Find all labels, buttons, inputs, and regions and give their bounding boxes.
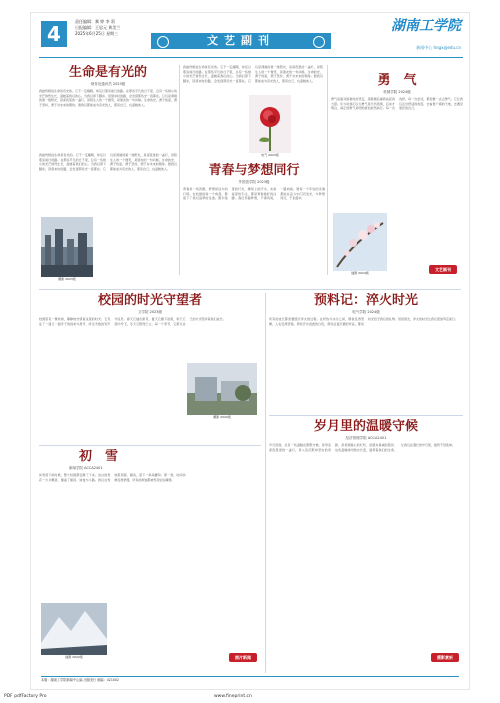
section-divider xyxy=(39,289,461,290)
article-body: 校园里有一棵老树，静静地守望着这里的时光。它见证了一届又一届学子的到来与离开，听过无数的笑声与叹息。春天它抽出新芽，夏天它撒下浓荫，秋天它落叶纷飞，冬天它默然伫立。每一个季节，它都以自己的方式陪伴着我们成长。 xyxy=(39,317,226,326)
column-divider xyxy=(327,65,328,275)
section-tag: 摄影赏析 xyxy=(431,653,459,662)
snow-mountain-photo xyxy=(41,603,107,655)
section-divider xyxy=(269,415,463,416)
proof-line: 日报编辑：王思元 黄美兰 xyxy=(75,25,121,30)
rose-illustration xyxy=(249,95,291,153)
article-byline: 电气学院 2024级 xyxy=(352,310,380,314)
photo-caption: 插图 2024级 xyxy=(351,271,369,275)
newspaper-page xyxy=(30,12,470,690)
article-byline: 新闻学院 ACCA2401 xyxy=(69,466,103,470)
fineprint-link[interactable]: www.fineprint.cn xyxy=(214,694,252,699)
article-title: 青春与梦想同行 xyxy=(208,163,300,178)
article-byline: 经济管理学院 ACCA2401 xyxy=(345,436,387,440)
article-title: 校园的时光守望者 xyxy=(97,293,202,308)
article-body: 所有的成长都需要经历淬火的过程。在炽热与冰冷之间，钢铁变得坚硬，人也变得坚强。那些汗水浸透的日夜，那些反复打磨的作品，都是时光给予我们的礼物。回首望去，淬火的时光让我们更加笃定前行。 xyxy=(269,317,459,326)
section-tag: 图片新闻 xyxy=(229,653,257,662)
section-divider xyxy=(39,445,261,446)
article-body-continued: 我始终相信生命是有光的。它不一定耀眼，却足以照亮前行的路。在那些平凡的日子里，总有一些细小的光芒悄然生长，温暖着我们的心。当我们停下脚步，回望来时的路，会发现那些光一直都在。它们是清晨的第一缕阳光，是深夜里的一盏灯，是陌生人的一个微笑，是朋友的一句问候。生命的光，源于热爱，源于坚持，源于对未来的期待。愿我们都能成为有光的人，照亮自己，也温暖他人。 xyxy=(39,153,177,171)
article-body: 青春是一场奔跑，梦想是远方的灯塔。在校园的每一个角落，都留下了我们追梦的足迹。图书馆里的灯光，操场上的汗水，实验室里的专注，都是青春最好的注脚。我们怀揣梦想，不惧风雨，一路向前。愿每一个年轻的灵魂都能在奋斗中闪闪发光，与梦想同行，不负韶华。 xyxy=(183,187,325,201)
image-caption: 电气 2023级 xyxy=(261,153,279,157)
masthead: 湖南工学院 xyxy=(391,18,461,34)
article-body: 勇气是面对困难时的坚定，是跌倒后重新站起的力量。年少时我们以为勇气是无所畏惧，后来才明白，真正的勇气是明知害怕依然前行。每一次选择，每一次尝试，都需要一点点勇气。它让我们走出舒适的角落，去看更广阔的天地，去遇见更好的自己。 xyxy=(331,97,463,111)
editor-line: 责任编辑：黎 婷 李 莉 xyxy=(75,19,115,24)
page-header xyxy=(31,13,470,71)
article-body: 岁月流转，总有一些温暖在默默守候。是母亲深夜里留的一盏灯，是父亲沉默却坚实的背影，是老师耐心的叮咛，是朋友真诚的陪伴。这些温暖如同细水长流，滋养着我们的生命，让我们在漫长的岁月里，始终不觉孤单。 xyxy=(269,443,456,452)
cherry-blossom-photo xyxy=(333,213,387,271)
photo-caption: 插图 2022级 xyxy=(65,655,83,659)
article-title: 岁月里的温暖守候 xyxy=(313,419,418,434)
article-title: 初 雪 xyxy=(79,449,119,464)
pdf-watermark-bar xyxy=(0,690,500,703)
article-byline: 财务处通讯员 2023级 xyxy=(90,82,126,86)
column-divider xyxy=(265,293,266,673)
cityscape-photo xyxy=(41,217,93,277)
campus-photo xyxy=(187,363,257,415)
section-banner: 文艺副刊 xyxy=(151,33,331,49)
column-divider xyxy=(179,65,180,275)
article-byline: 文学院 2023级 xyxy=(137,310,163,314)
article-title: 勇 气 xyxy=(377,73,417,88)
article-forecast xyxy=(269,293,463,413)
article-byline: 外国语学院 2023级 xyxy=(238,180,270,184)
header-rule xyxy=(39,57,463,58)
article-body: 初雪落下的时候，整个校园都安静了下来。洁白的雪花一片片飘落，覆盖了屋顶、树枝与小路。我们在雪地里奔跑、嬉戏，留下一串串脚印。那一刻，时间仿佛变得很慢，所有的烦恼都被雪花轻轻掩埋。 xyxy=(39,473,186,482)
masthead-sub: 新闻中心 hngx@edu.cn xyxy=(416,45,461,50)
article-title: 预料记：淬火时光 xyxy=(313,293,418,308)
article-warmth xyxy=(269,419,463,663)
page-number: 4 xyxy=(41,21,67,47)
pdf-factory-label: PDF pdfFactory Pro xyxy=(4,694,47,699)
photo-caption: 摄影 2022级 xyxy=(213,415,231,419)
article-title: 生命是有光的 xyxy=(68,65,147,80)
date-line: 2025年6月25日 星期三 xyxy=(75,31,119,36)
article-body-continued: 我始终相信生命是有光的。它不一定耀眼，却足以照亮前行的路。在那些平凡的日子里，总有一些细小的光芒悄然生长，温暖着我们的心。当我们停下脚步，回望来时的路，会发现那些光一直都在。它们是清晨的第一缕阳光，是深夜里的一盏灯，是陌生人的一个微笑，是朋友的一句问候。生命的光，源于热爱，源于坚持，源于对未来的期待。愿我们都能成为有光的人，照亮自己，也温暖他人。 xyxy=(183,65,323,83)
article-byline: 机械学院 2024级 xyxy=(383,90,411,94)
section-tag: 文艺副刊 xyxy=(429,265,457,274)
page-footer: 本版：湖南工学院新闻中心编 出版发行 邮编：421002 xyxy=(41,676,459,683)
editor-info xyxy=(75,19,120,37)
article-youth xyxy=(183,163,325,285)
article-body: 我始终相信生命是有光的。它不一定耀眼，却足以照亮前行的路。在那些平凡的日子里，总有一些细小的光芒悄然生长，温暖着我们的心。当我们停下脚步，回望来时的路，会发现那些光一直都在。它们是清晨的第一缕阳光，是深夜里的一盏灯，是陌生人的一个微笑，是朋友的一句问候。生命的光，源于热爱，源于坚持，源于对未来的期待。愿我们都能成为有光的人，照亮自己，也温暖他人。 xyxy=(39,89,177,107)
photo-caption: 摄影 2023级 xyxy=(58,277,76,281)
